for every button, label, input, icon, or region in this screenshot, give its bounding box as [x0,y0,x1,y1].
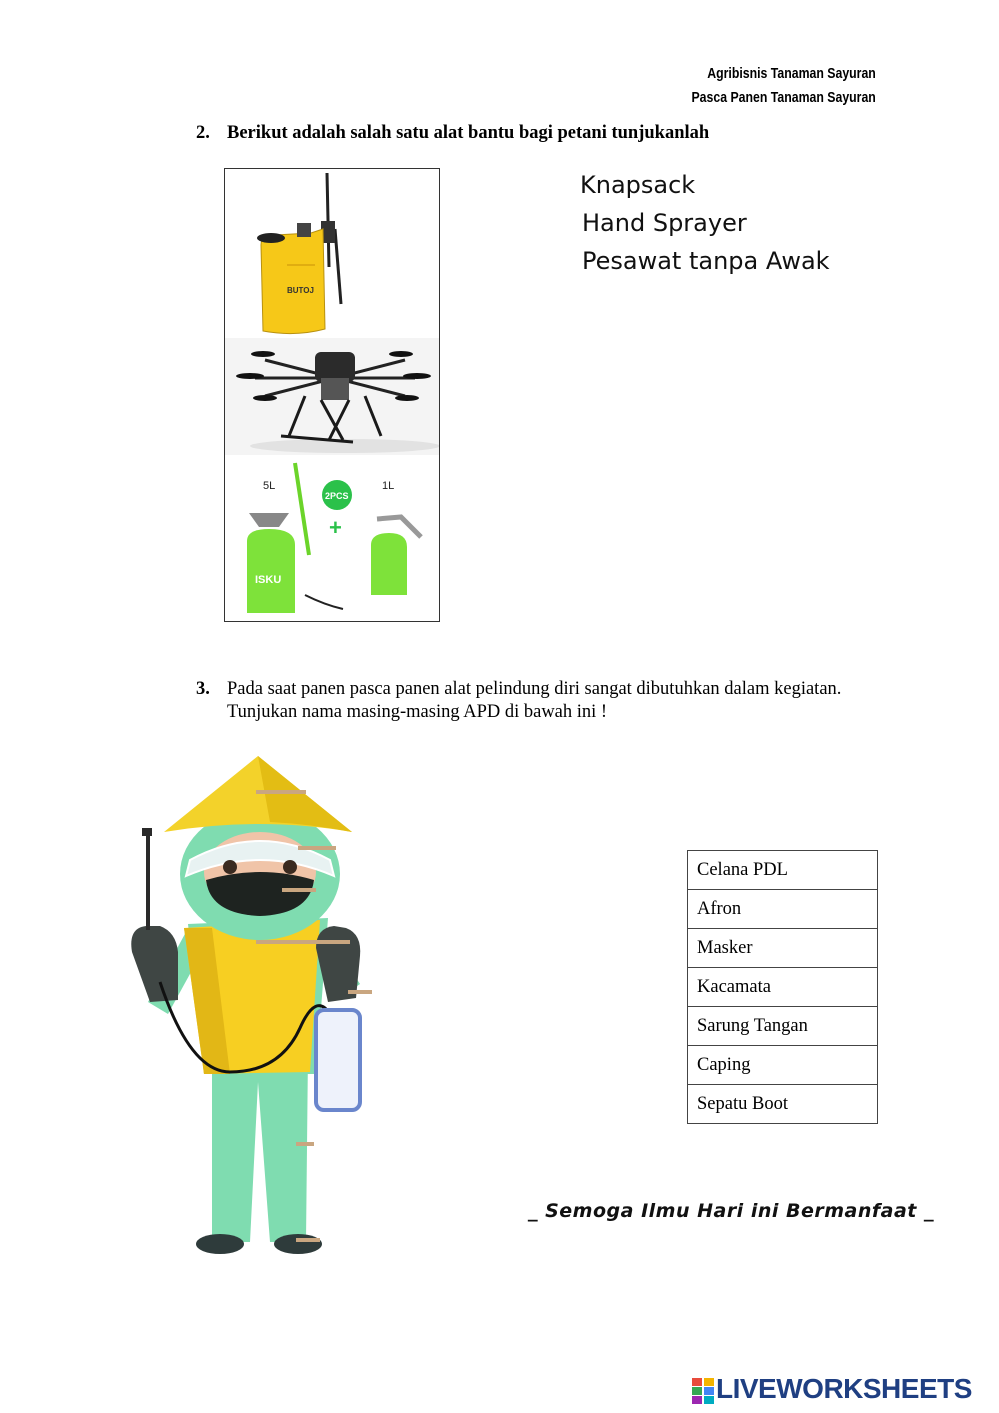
apd-item[interactable]: Celana PDL [688,851,878,890]
slot-sarung-tangan[interactable] [348,990,372,994]
question-3-number: 3. [196,679,210,699]
drone-image [224,338,440,456]
apd-item[interactable]: Masker [688,929,878,968]
question-2-answers [580,166,830,280]
label-1l: 1L [382,480,395,492]
knapsack-brand: BUTOJ [287,286,314,295]
answer-hand-sprayer[interactable]: Hand Sprayer [582,209,747,237]
apd-item[interactable]: Sarung Tangan [688,1007,878,1046]
header-topic: Pasca Panen Tanaman Sayuran [691,89,876,106]
apd-table [687,850,878,1124]
question-3-text [227,678,877,724]
closing-message: _ Semoga Ilmu Hari ini Bermanfaat _ [528,1200,934,1222]
slot-masker[interactable] [282,888,316,892]
question-3-line2: Tunjukan nama masing-masing APD di bawah ini ! [227,702,608,722]
answer-drone[interactable]: Pesawat tanpa Awak [582,247,830,275]
liveworksheets-logo[interactable]: LIVEWORKSHEETS [716,1373,972,1404]
label-5l: 5L [263,480,276,492]
liveworksheets-logo-icon [692,1378,714,1409]
apd-item[interactable]: Afron [688,890,878,929]
slot-celana[interactable] [296,1142,314,1146]
knapsack-image [224,168,440,340]
farmer-illustration [120,752,390,1262]
slot-caping[interactable] [256,790,306,794]
svg-text:+: + [329,515,342,540]
slot-sepatu[interactable] [296,1238,320,1242]
apd-item[interactable]: Sepatu Boot [688,1085,878,1124]
page-header [692,62,876,110]
question-3-line1: Pada saat panen pasca panen alat pelindung diri sangat dibutuhkan dalam kegiatan. [227,679,842,699]
slot-afron[interactable] [256,940,350,944]
hand-sprayer-image [224,455,440,622]
sprayer-brand: ISKU [255,574,282,586]
apd-item[interactable]: Kacamata [688,968,878,1007]
question-2-text: Berikut adalah salah satu alat bantu bagi petani tunjukanlah [227,123,710,143]
answer-knapsack[interactable]: Knapsack [580,171,696,199]
header-subject: Agribisnis Tanaman Sayuran [707,65,876,82]
apd-item[interactable]: Caping [688,1046,878,1085]
question-2-number: 2. [196,123,210,143]
badge-2pcs: 2PCS [325,491,349,501]
slot-kacamata[interactable] [298,846,336,850]
